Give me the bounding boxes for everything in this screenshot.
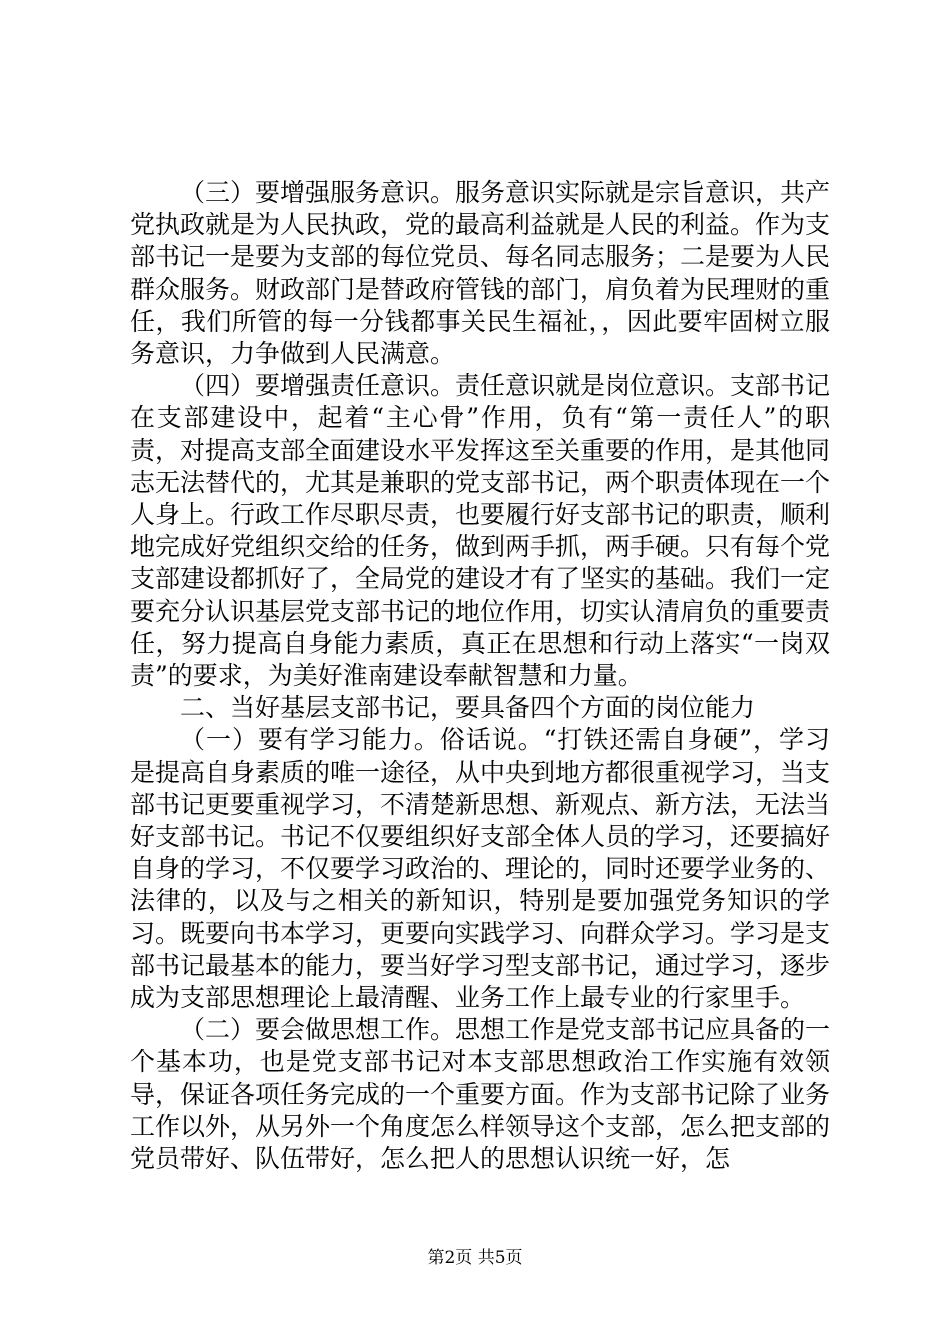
paragraph-learning-ability: （一）要有学习能力。俗话说。“打铁还需自身硬”，学习是提高自身素质的唯一途径，从中央到地方都很重视学习，当支部书记更要重视学习，不清楚新思想、新观点、新方法，无法当好支部书记。书记不仅要组织好支部全体人员的学习，还要搞好自身的学习，不仅要学习政治的、理论的，同时还要学业务的、法律的，以及与之相关的新知识，特别是要加强党务知识的学习。既要向书本学习，更要向实践学习、向群众学习。学习是支部书记最基本的能力，要当好学习型支部书记，通过学习，逐步成为支部思想理论上最清醒、业务工作上最专业的行家里手。 [130, 725, 831, 1013]
paragraph-service-awareness: （三）要增强服务意识。服务意识实际就是宗旨意识，共产党执政就是为人民执政，党的最高利益就是人民的利益。作为支部书记一是要为支部的每位党员、每名同志服务；二是要为人民群众服务。财政部门是替政府管钱的部门，肩负着为民理财的重任，我们所管的每一分钱都事关民生福祉，，因此要牢固树立服务意识，力争做到人民满意。 [130, 178, 831, 369]
paragraph-ideological-work: （二）要会做思想工作。思想工作是党支部书记应具备的一个基本功，也是党支部书记对本支部思想政治工作实施有效领导，保证各项任务完成的一个重要方面。作为支部书记除了业务工作以外，从另外一个角度怎么样领导这个支部，怎么把支部的党员带好、队伍带好，怎么把人的思想认识统一好，怎 [130, 1015, 831, 1174]
page-number-footer: 第2页 共5页 [427, 1248, 523, 1268]
document-body [130, 177, 830, 1175]
section-heading-two: 二、当好基层支部书记，要具备四个方面的岗位能力 [180, 693, 756, 723]
paragraph-responsibility-awareness: （四）要增强责任意识。责任意识就是岗位意识。支部书记在支部建设中，起着“主心骨”作用，负有“第一责任人”的职责，对提高支部全面建设水平发挥这至关重要的作用，是其他同志无法替代的，尤其是兼职的党支部书记，两个职责体现在一个人身上。行政工作尽职尽责，也要履行好支部书记的职责，顺利地完成好党组织交给的任务，做到两手抓，两手硬。只有每个党支部建设都抓好了，全局党的建设才有了坚实的基础。我们一定要充分认识基层党支部书记的地位作用，切实认清肩负的重要责任，努力提高自身能力素质，真正在思想和行动上落实“一岗双责”的要求，为美好淮南建设奉献智慧和力量。 [130, 371, 831, 691]
